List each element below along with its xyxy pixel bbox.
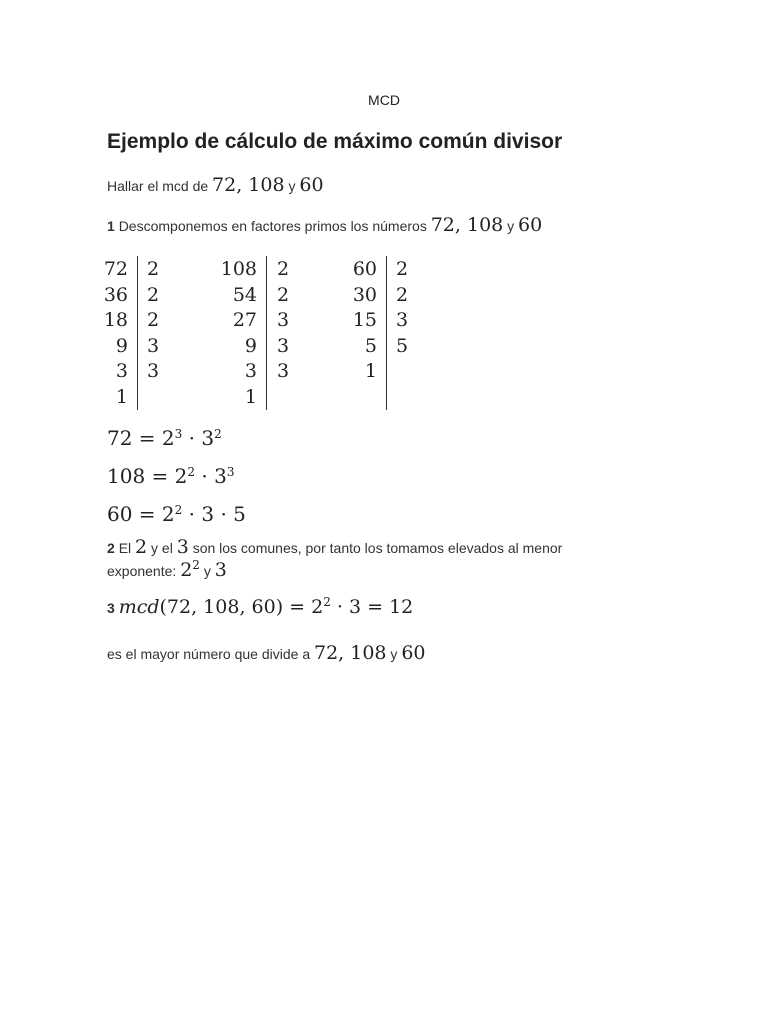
table-2-dividend: 27 — [232, 309, 257, 331]
table-1-dividend: 18 — [103, 309, 128, 331]
table-2-dividend: 54 — [232, 283, 257, 306]
eq-108-exp-2: 2 — [187, 465, 196, 479]
intro-paragraph — [107, 174, 324, 196]
step-3-paragraph — [107, 596, 413, 618]
step-2-line-2 — [107, 559, 562, 582]
step-2-math-3: 3 — [176, 536, 189, 558]
equation-72 — [107, 426, 222, 450]
eq-72-base: 72 = 2 — [107, 426, 175, 450]
eq-72-mid: · 3 — [182, 426, 215, 450]
step-3-exp: 2 — [323, 595, 331, 609]
step-2-text-rest: son los comunes, por tanto los tomamos elevados al menor — [192, 540, 563, 556]
step-2-paragraph — [107, 536, 562, 582]
eq-72-exp-2: 3 — [174, 427, 183, 441]
step-2-y: y — [203, 563, 211, 579]
step-3-rest: · 3 = 12 — [330, 596, 414, 618]
table-3-factor: 3 — [396, 309, 409, 331]
factorization-tables — [0, 256, 768, 416]
table-1-dividend: 1 — [115, 385, 128, 408]
table-1-dividend: 36 — [103, 283, 128, 306]
table-1-dividend: 9 — [115, 334, 128, 357]
table-2-divider — [266, 256, 267, 410]
intro-numbers: 72, 108 — [212, 174, 285, 196]
table-2-dividend: 1 — [244, 385, 257, 408]
table-3-dividend: 1 — [364, 360, 377, 382]
eq-108-mid: · 3 — [195, 464, 227, 488]
eq-60-rest: · 3 · 5 — [182, 502, 246, 526]
table-3-dividend: 15 — [352, 309, 377, 331]
table-3-factor: 5 — [396, 334, 409, 357]
equation-108 — [107, 464, 234, 488]
intro-y: y — [288, 178, 296, 194]
step-2-text-el: El — [118, 540, 132, 556]
table-1-dividend: 72 — [103, 258, 128, 280]
table-1-factor: 2 — [147, 283, 160, 306]
step-2-math-2: 2 — [135, 536, 148, 558]
step-1-text: Descomponemos en factores primos los números — [118, 218, 427, 234]
table-2-factor: 3 — [277, 309, 290, 331]
eq-60-base: 60 = 2 — [107, 502, 175, 526]
page-header: MCD — [368, 92, 400, 108]
table-1-dividend: 3 — [115, 360, 128, 382]
step-2-text-yel: y el — [151, 540, 173, 556]
step-1-paragraph — [107, 214, 542, 236]
table-2-factor: 3 — [277, 334, 290, 357]
step-2-text-exponente: exponente: — [107, 563, 177, 579]
table-3-divider — [386, 256, 387, 410]
table-1-factor: 3 — [147, 360, 160, 382]
table-2-factor: 3 — [277, 360, 290, 382]
table-2-dividend: 108 — [220, 258, 257, 280]
table-2-factor: 2 — [277, 283, 290, 306]
table-2-dividend: 3 — [244, 360, 257, 382]
step-1-last-number: 60 — [518, 214, 543, 236]
step-1-y: y — [507, 218, 515, 234]
page-title: Ejemplo de cálculo de máximo común divisor — [107, 130, 563, 153]
equation-60 — [107, 502, 246, 526]
table-2-factor: 2 — [277, 258, 290, 280]
step-2-math-base: 2 — [180, 559, 193, 581]
eq-72-exp-3: 2 — [214, 427, 222, 441]
eq-108-exp-3: 3 — [226, 465, 235, 479]
step-2-number: 2 — [107, 540, 115, 556]
step-2-math-last: 3 — [214, 559, 227, 581]
conclusion-numbers: 72, 108 — [314, 642, 387, 664]
step-3-fn: mcd — [118, 596, 160, 618]
table-3-factor: 2 — [396, 258, 409, 280]
intro-last-number: 60 — [299, 174, 324, 196]
table-1-divider — [137, 256, 138, 410]
table-2-dividend: 9 — [244, 334, 257, 357]
eq-60-exp-2: 2 — [174, 503, 183, 517]
table-3-dividend: 30 — [352, 283, 377, 306]
table-3-dividend: 5 — [364, 334, 377, 357]
step-3-args: (72, 108, 60) = 2 — [159, 596, 324, 618]
step-1-number: 1 — [107, 218, 115, 234]
step-2-line-1 — [107, 536, 562, 559]
table-3-dividend: 60 — [352, 258, 377, 280]
eq-108-base: 108 = 2 — [107, 464, 188, 488]
step-2-math-exp: 2 — [192, 558, 200, 572]
conclusion-last-number: 60 — [401, 642, 426, 664]
table-3-factor: 2 — [396, 283, 409, 306]
conclusion-text: es el mayor número que divide a — [107, 646, 311, 662]
step-3-number: 3 — [107, 600, 115, 616]
table-1-factor: 2 — [147, 309, 160, 331]
step-1-numbers: 72, 108 — [430, 214, 504, 236]
table-1-factor: 3 — [147, 334, 160, 357]
conclusion-y: y — [390, 646, 398, 662]
table-1-factor: 2 — [147, 258, 160, 280]
intro-text: Hallar el mcd de — [107, 178, 209, 194]
conclusion-paragraph — [107, 642, 426, 664]
